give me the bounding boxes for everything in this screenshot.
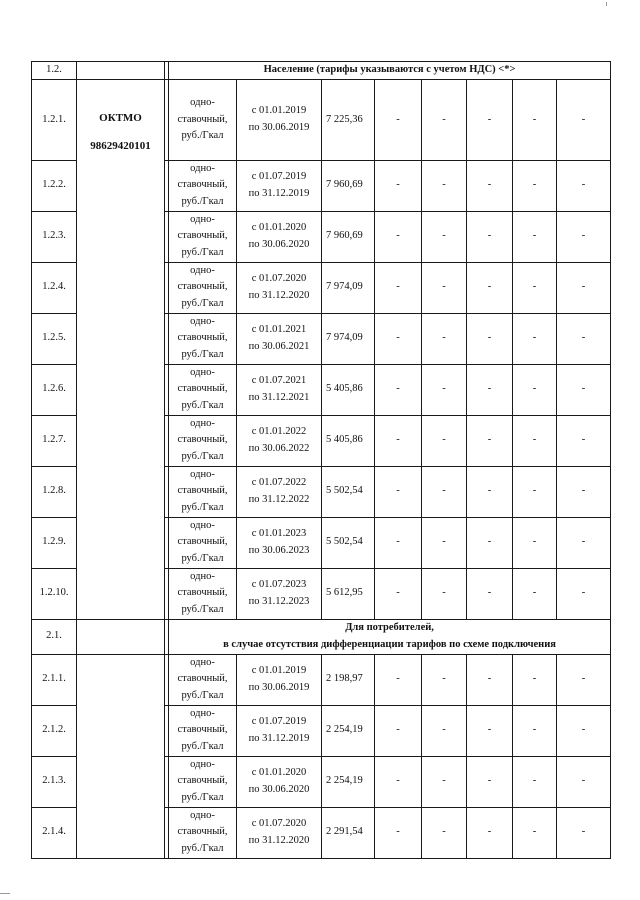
cell-line: с 01.07.2021	[251, 375, 307, 387]
empty-value: -	[375, 364, 422, 415]
empty-value: -	[513, 568, 557, 619]
table-row	[32, 517, 611, 568]
cell-line: ставочный,	[177, 826, 228, 838]
cell-line: с 01.01.2022	[251, 426, 307, 438]
table-row	[32, 654, 611, 705]
cell-line: руб./Гкал	[181, 603, 224, 615]
cell-line: одно-	[190, 213, 215, 225]
cell-line: по 31.12.2020	[248, 289, 310, 301]
tariff-value: 2 198,97	[322, 654, 375, 705]
empty-value: -	[513, 517, 557, 568]
empty-value: -	[375, 807, 422, 858]
section-number: 2.1.	[32, 619, 77, 654]
cell-line: руб./Гкал	[181, 348, 224, 360]
empty-value: -	[422, 466, 467, 517]
cell-line: с 01.07.2019	[251, 716, 307, 728]
section-header-row	[32, 619, 611, 654]
empty-value: -	[422, 705, 467, 756]
section-header-row	[32, 62, 611, 80]
table-row	[32, 466, 611, 517]
row-number: 2.1.1.	[32, 654, 77, 705]
period-cell	[237, 313, 322, 364]
cell-line: ставочный,	[177, 179, 228, 191]
empty-value: -	[557, 262, 611, 313]
cell-line: ставочный,	[177, 113, 228, 125]
unit-cell	[169, 364, 237, 415]
unit-cell	[169, 705, 237, 756]
tariff-table	[31, 61, 611, 859]
tariff-value: 7 960,69	[322, 160, 375, 211]
cell-line: ставочный,	[177, 775, 228, 787]
empty-value: -	[422, 568, 467, 619]
cell-line: с 01.01.2021	[251, 324, 307, 336]
table-row	[32, 705, 611, 756]
cell-line: ставочный,	[177, 230, 228, 242]
empty-value: -	[375, 466, 422, 517]
cell-line: ставочный,	[177, 724, 228, 736]
cell-line: по 30.06.2020	[248, 238, 310, 250]
oktmo-gap	[77, 705, 165, 756]
cell-line: с 01.01.2023	[251, 528, 307, 540]
cell-line: по 31.12.2020	[248, 834, 310, 846]
empty-value: -	[467, 415, 513, 466]
tariff-value: 5 502,54	[322, 517, 375, 568]
oktmo-cell	[77, 80, 165, 161]
period-cell	[237, 80, 322, 161]
tariff-value: 5 405,86	[322, 415, 375, 466]
oktmo-gap	[77, 568, 165, 619]
cell-line: ставочный,	[177, 536, 228, 548]
period-cell	[237, 705, 322, 756]
empty-value: -	[513, 654, 557, 705]
row-number: 1.2.5.	[32, 313, 77, 364]
cell-line: ставочный,	[177, 587, 228, 599]
row-number: 2.1.4.	[32, 807, 77, 858]
empty-value: -	[557, 568, 611, 619]
empty-value: -	[422, 211, 467, 262]
empty-value: -	[422, 517, 467, 568]
empty-value: -	[513, 262, 557, 313]
period-cell	[237, 756, 322, 807]
empty-value: -	[557, 211, 611, 262]
unit-cell	[169, 466, 237, 517]
cell-line: по 30.06.2022	[248, 442, 310, 454]
period-cell	[237, 364, 322, 415]
period-cell	[237, 466, 322, 517]
tariff-value: 5 502,54	[322, 466, 375, 517]
unit-cell	[169, 211, 237, 262]
empty-value: -	[467, 466, 513, 517]
empty-value: -	[557, 807, 611, 858]
period-cell	[237, 211, 322, 262]
empty-value: -	[467, 80, 513, 161]
empty-value: -	[467, 262, 513, 313]
tariff-value: 2 254,19	[322, 705, 375, 756]
empty-value: -	[422, 807, 467, 858]
row-number: 2.1.3.	[32, 756, 77, 807]
cell-line: одно-	[190, 468, 215, 480]
empty-value: -	[557, 705, 611, 756]
empty-value: -	[557, 466, 611, 517]
table-row	[32, 756, 611, 807]
cell-line: одно-	[190, 570, 215, 582]
empty-value: -	[557, 364, 611, 415]
cell-line: по 31.12.2019	[248, 732, 310, 744]
row-number: 1.2.4.	[32, 262, 77, 313]
empty-value: -	[467, 756, 513, 807]
unit-cell	[169, 807, 237, 858]
empty-value: -	[422, 160, 467, 211]
cell-line: по 31.12.2023	[248, 595, 310, 607]
empty-value: -	[375, 517, 422, 568]
empty-value: -	[557, 517, 611, 568]
empty-value: -	[375, 654, 422, 705]
cell-line: одно-	[190, 264, 215, 276]
cell-line: ставочный,	[177, 281, 228, 293]
cell-line: по 31.12.2022	[248, 493, 310, 505]
row-number: 1.2.8.	[32, 466, 77, 517]
cell-line: по 30.06.2020	[248, 783, 310, 795]
table-row	[32, 262, 611, 313]
section-title	[169, 62, 611, 80]
unit-cell	[169, 654, 237, 705]
cell-line: руб./Гкал	[181, 689, 224, 701]
empty-value: -	[422, 313, 467, 364]
oktmo-gap	[77, 364, 165, 415]
period-cell	[237, 654, 322, 705]
cell-line: одно-	[190, 315, 215, 327]
cell-line: руб./Гкал	[181, 501, 224, 513]
cell-line: с 01.01.2020	[251, 222, 307, 234]
empty-value: -	[513, 364, 557, 415]
oktmo-gap	[77, 517, 165, 568]
row-number: 1.2.7.	[32, 415, 77, 466]
empty-value: -	[467, 364, 513, 415]
cell-line: ставочный,	[177, 383, 228, 395]
cell-line: по 31.12.2021	[248, 391, 310, 403]
table-row	[32, 160, 611, 211]
unit-cell	[169, 568, 237, 619]
tariff-value: 2 254,19	[322, 756, 375, 807]
empty-value: -	[557, 160, 611, 211]
empty-value: -	[422, 80, 467, 161]
empty-value: -	[422, 415, 467, 466]
cell-line: одно-	[190, 707, 215, 719]
cell-line: по 30.06.2019	[248, 121, 310, 133]
cell-line: с 01.07.2020	[251, 273, 307, 285]
oktmo-gap	[77, 466, 165, 517]
tariff-value: 5 405,86	[322, 364, 375, 415]
tariff-value: 7 960,69	[322, 211, 375, 262]
row-number: 2.1.2.	[32, 705, 77, 756]
empty-value: -	[467, 807, 513, 858]
period-cell	[237, 517, 322, 568]
cell-line: с 01.07.2019	[251, 171, 307, 183]
empty-value: -	[375, 705, 422, 756]
unit-cell	[169, 262, 237, 313]
cell-line: с 01.01.2020	[251, 767, 307, 779]
empty-value: -	[557, 80, 611, 161]
cell-line: с 01.01.2019	[251, 665, 307, 677]
tariff-value: 5 612,95	[322, 568, 375, 619]
empty-value: -	[467, 211, 513, 262]
oktmo-gap	[77, 262, 165, 313]
empty-value: -	[557, 313, 611, 364]
empty-value: -	[375, 160, 422, 211]
empty-value: -	[467, 517, 513, 568]
table-row	[32, 364, 611, 415]
empty-value: -	[513, 160, 557, 211]
table-row	[32, 415, 611, 466]
period-cell	[237, 415, 322, 466]
section-number: 1.2.	[32, 62, 77, 80]
table-row	[32, 568, 611, 619]
oktmo-gap	[77, 211, 165, 262]
oktmo-gap	[77, 415, 165, 466]
empty-value: -	[467, 705, 513, 756]
empty-value: -	[375, 80, 422, 161]
cell-line: с 01.07.2023	[251, 579, 307, 591]
cell-line: одно-	[190, 809, 215, 821]
empty-value: -	[557, 415, 611, 466]
empty-value: -	[375, 313, 422, 364]
cell-line: по 30.06.2021	[248, 340, 310, 352]
scan-mark	[0, 893, 10, 894]
cell-line: по 31.12.2019	[248, 187, 310, 199]
empty-value: -	[513, 415, 557, 466]
empty-value: -	[513, 211, 557, 262]
oktmo-gap	[77, 756, 165, 807]
unit-cell	[169, 517, 237, 568]
empty-value: -	[422, 364, 467, 415]
cell-line: одно-	[190, 97, 215, 109]
table-row	[32, 80, 611, 161]
unit-cell	[169, 160, 237, 211]
cell-line: одно-	[190, 758, 215, 770]
empty-value: -	[422, 756, 467, 807]
unit-cell	[169, 415, 237, 466]
cell-line: с 01.07.2022	[251, 477, 307, 489]
empty-value: -	[513, 807, 557, 858]
cell-line: ставочный,	[177, 485, 228, 497]
cell-line: руб./Гкал	[181, 246, 224, 258]
empty-value: -	[467, 160, 513, 211]
cell-line: одно-	[190, 417, 215, 429]
row-number: 1.2.3.	[32, 211, 77, 262]
table-row	[32, 807, 611, 858]
cell-line: руб./Гкал	[181, 740, 224, 752]
period-cell	[237, 807, 322, 858]
empty-value: -	[422, 262, 467, 313]
empty-value: -	[557, 756, 611, 807]
oktmo-gap	[77, 619, 165, 654]
empty-value: -	[467, 568, 513, 619]
empty-value: -	[513, 313, 557, 364]
empty-value: -	[467, 313, 513, 364]
cell-line: одно-	[190, 366, 215, 378]
cell-line: ставочный,	[177, 332, 228, 344]
oktmo-label: ОКТМО	[99, 112, 142, 124]
oktmo-gap	[77, 807, 165, 858]
cell-line: руб./Гкал	[181, 195, 224, 207]
oktmo-code: 98629420101	[90, 140, 151, 152]
period-cell	[237, 160, 322, 211]
cell-line: ставочный,	[177, 434, 228, 446]
cell-line: ставочный,	[177, 673, 228, 685]
empty-value: -	[422, 654, 467, 705]
section-title	[169, 619, 611, 654]
cell-line: в случае отсутствия дифференциации тарифов по схеме подключения	[223, 638, 556, 650]
period-cell	[237, 568, 322, 619]
tariff-value: 7 225,36	[322, 80, 375, 161]
empty-value: -	[513, 705, 557, 756]
tariff-value: 2 291,54	[322, 807, 375, 858]
empty-value: -	[375, 211, 422, 262]
cell-line: одно-	[190, 519, 215, 531]
oktmo-gap	[77, 313, 165, 364]
empty-value: -	[375, 756, 422, 807]
oktmo-gap	[77, 160, 165, 211]
row-number: 1.2.9.	[32, 517, 77, 568]
cell-line: руб./Гкал	[181, 791, 224, 803]
cell-line: одно-	[190, 162, 215, 174]
empty-value: -	[375, 262, 422, 313]
empty-value: -	[513, 756, 557, 807]
cell-line: одно-	[190, 656, 215, 668]
cell-line: руб./Гкал	[181, 450, 224, 462]
empty-value: -	[513, 80, 557, 161]
row-number: 1.2.6.	[32, 364, 77, 415]
tariff-value: 7 974,09	[322, 313, 375, 364]
cell-line: по 30.06.2023	[248, 544, 310, 556]
cell-line: по 30.06.2019	[248, 681, 310, 693]
period-cell	[237, 262, 322, 313]
cell-line: Для потребителей,	[345, 622, 434, 634]
unit-cell	[169, 313, 237, 364]
cell-line: руб./Гкал	[181, 129, 224, 141]
cell-line: Население (тарифы указываются с учетом НДС) <*>	[263, 64, 516, 76]
empty-value: -	[375, 415, 422, 466]
empty-value: -	[557, 654, 611, 705]
row-number: 1.2.10.	[32, 568, 77, 619]
row-number: 1.2.2.	[32, 160, 77, 211]
oktmo-gap	[77, 62, 165, 80]
cell-line: руб./Гкал	[181, 297, 224, 309]
empty-value: -	[375, 568, 422, 619]
cell-line: руб./Гкал	[181, 399, 224, 411]
cell-line: руб./Гкал	[181, 552, 224, 564]
table-row	[32, 313, 611, 364]
oktmo-gap	[77, 654, 165, 705]
cell-line: с 01.07.2020	[251, 818, 307, 830]
table-row	[32, 211, 611, 262]
cell-line: с 01.01.2019	[251, 105, 307, 117]
row-number: 1.2.1.	[32, 80, 77, 161]
empty-value: -	[513, 466, 557, 517]
unit-cell	[169, 80, 237, 161]
scan-mark	[606, 2, 607, 6]
empty-value: -	[467, 654, 513, 705]
tariff-value: 7 974,09	[322, 262, 375, 313]
cell-line: руб./Гкал	[181, 842, 224, 854]
unit-cell	[169, 756, 237, 807]
